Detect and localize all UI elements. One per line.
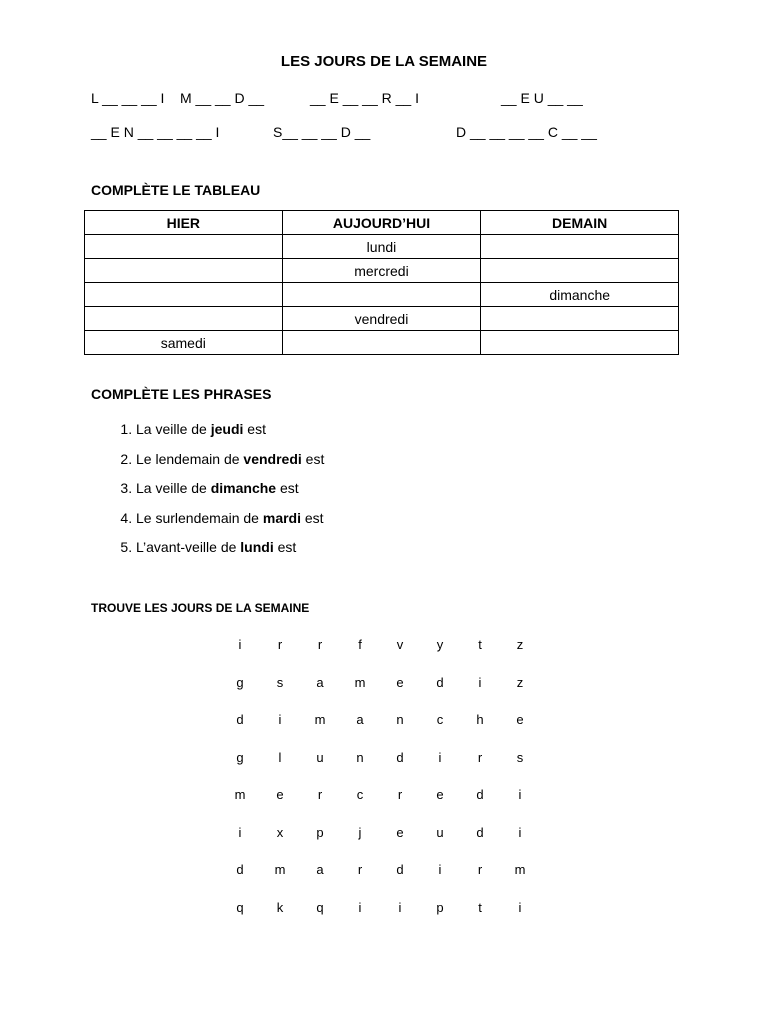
grid-letter[interactable]: m <box>354 674 366 690</box>
puzzle-word-1: L __ __ __ I M __ __ D __ <box>91 90 265 106</box>
phrase-day: lundi <box>240 539 274 555</box>
grid-letter[interactable]: s <box>276 674 284 690</box>
grid-letter[interactable]: c <box>436 712 444 727</box>
grid-letter[interactable]: i <box>518 787 522 802</box>
table-row <box>85 259 679 283</box>
grid-letter[interactable]: v <box>396 637 404 652</box>
grid-letter[interactable]: r <box>357 862 363 877</box>
grid-letter[interactable]: d <box>436 674 444 690</box>
table-cell[interactable] <box>481 259 679 283</box>
puzzle-word-3: __ E U __ __ <box>501 90 583 106</box>
grid-row <box>220 900 540 938</box>
days-table <box>84 210 679 355</box>
header-aujourdhui: AUJOURD’HUI <box>282 211 481 235</box>
grid-letter[interactable]: q <box>316 899 324 915</box>
grid-letter[interactable]: e <box>276 787 284 802</box>
grid-letter[interactable]: c <box>356 787 364 802</box>
header-hier: HIER <box>85 211 283 235</box>
grid-letter[interactable]: i <box>478 674 482 690</box>
grid-letter[interactable]: i <box>518 899 522 915</box>
grid-letter[interactable]: m <box>514 862 526 877</box>
grid-letter[interactable]: d <box>236 862 244 877</box>
list-item <box>136 478 324 508</box>
table-cell[interactable]: samedi <box>85 331 283 355</box>
puzzle-word-4: __ E N __ __ __ __ I <box>91 124 220 140</box>
phrase-text: La veille de <box>136 480 211 496</box>
table-cell[interactable] <box>85 283 283 307</box>
grid-letter[interactable]: u <box>316 749 324 765</box>
grid-letter[interactable]: p <box>436 899 444 915</box>
grid-letter[interactable]: e <box>396 674 404 690</box>
phrase-day: mardi <box>262 509 301 526</box>
grid-row <box>220 787 540 825</box>
table-row <box>85 331 679 355</box>
table-cell[interactable] <box>481 307 679 331</box>
phrase-text: L’avant-veille de <box>136 539 241 555</box>
grid-letter[interactable]: m <box>274 862 286 877</box>
grid-letter[interactable]: e <box>516 712 524 727</box>
grid-letter[interactable]: r <box>317 637 323 652</box>
table-cell[interactable] <box>85 259 283 283</box>
grid-row <box>220 862 540 900</box>
phrase-text: Le surlendemain de <box>136 509 263 526</box>
table-cell[interactable] <box>85 307 283 331</box>
grid-letter[interactable]: e <box>396 824 404 840</box>
grid-letter[interactable]: d <box>236 712 244 727</box>
phrase-text: est <box>301 450 325 467</box>
grid-letter[interactable]: r <box>477 862 483 877</box>
phrases-list <box>100 419 324 567</box>
list-item <box>136 537 324 567</box>
grid-letter[interactable]: i <box>238 637 242 652</box>
grid-letter[interactable]: t <box>478 899 482 915</box>
grid-letter[interactable]: t <box>478 637 482 652</box>
grid-letter[interactable]: p <box>316 824 324 840</box>
grid-letter[interactable]: d <box>396 862 404 877</box>
table-row <box>85 307 679 331</box>
puzzle-word-2: __ E __ __ R __ I <box>310 90 419 106</box>
grid-letter[interactable]: s <box>516 749 524 765</box>
grid-letter[interactable]: n <box>356 749 364 765</box>
phrase-text: La veille de <box>136 421 211 437</box>
table-cell[interactable] <box>481 331 679 355</box>
header-demain: DEMAIN <box>481 211 679 235</box>
grid-letter[interactable]: g <box>236 674 244 690</box>
grid-letter[interactable]: k <box>276 899 284 915</box>
grid-letter[interactable]: i <box>438 862 442 877</box>
phrase-text: est <box>273 539 297 555</box>
table-cell[interactable] <box>282 283 481 307</box>
grid-letter[interactable]: d <box>476 824 484 840</box>
grid-letter[interactable]: z <box>516 637 524 652</box>
table-cell[interactable]: lundi <box>282 235 481 259</box>
grid-letter[interactable]: j <box>358 824 362 840</box>
grid-letter[interactable]: y <box>436 637 444 652</box>
grid-letter[interactable]: l <box>278 749 282 765</box>
grid-letter[interactable]: q <box>236 899 244 915</box>
table-cell[interactable]: vendredi <box>282 307 481 331</box>
grid-letter[interactable]: i <box>238 824 242 840</box>
phrase-day: jeudi <box>210 421 244 437</box>
grid-letter[interactable]: r <box>277 637 283 652</box>
grid-row <box>220 825 540 863</box>
grid-letter[interactable]: i <box>398 899 402 915</box>
table-cell[interactable] <box>282 331 481 355</box>
table-cell[interactable]: mercredi <box>282 259 481 283</box>
phrase-text: est <box>243 421 266 437</box>
grid-letter[interactable]: i <box>438 749 442 765</box>
section-title-word-search: TROUVE LES JOURS DE LA SEMAINE <box>91 601 310 615</box>
grid-letter[interactable]: f <box>358 637 362 652</box>
grid-letter[interactable]: n <box>396 712 404 727</box>
phrase-text: est <box>301 509 324 526</box>
phrase-day: vendredi <box>243 450 302 467</box>
grid-letter[interactable]: r <box>317 787 323 802</box>
table-row <box>85 283 679 307</box>
phrase-text: Le lendemain de <box>136 450 244 467</box>
table-cell[interactable] <box>481 235 679 259</box>
grid-letter[interactable]: x <box>276 824 284 840</box>
puzzle-word-6: D __ __ __ __ C __ __ <box>456 124 597 140</box>
phrase-day: dimanche <box>210 480 277 496</box>
grid-letter[interactable]: m <box>314 712 326 727</box>
grid-row <box>220 712 540 750</box>
table-cell[interactable] <box>85 235 283 259</box>
grid-letter[interactable]: a <box>316 862 324 877</box>
grid-letter[interactable]: u <box>436 824 444 840</box>
puzzle-word-5: S__ __ __ D __ <box>273 124 371 140</box>
list-item <box>136 449 324 479</box>
grid-letter[interactable]: z <box>516 674 524 690</box>
section-title-table: COMPLÈTE LE TABLEAU <box>91 182 261 198</box>
grid-letter[interactable]: r <box>397 787 403 802</box>
grid-letter[interactable]: d <box>476 787 484 802</box>
list-item <box>136 508 324 538</box>
section-title-phrases: COMPLÈTE LES PHRASES <box>91 386 272 402</box>
table-cell[interactable]: dimanche <box>481 283 679 307</box>
grid-row <box>220 750 540 788</box>
list-item <box>136 419 324 449</box>
grid-letter[interactable]: i <box>278 712 282 727</box>
worksheet-title: LES JOURS DE LA SEMAINE <box>280 53 488 70</box>
grid-letter[interactable]: a <box>356 712 364 727</box>
grid-letter[interactable]: g <box>236 749 244 765</box>
table-row <box>85 235 679 259</box>
table-header-row <box>85 211 679 235</box>
grid-letter[interactable]: m <box>234 787 246 802</box>
grid-letter[interactable]: e <box>436 787 444 802</box>
grid-letter[interactable]: h <box>476 712 484 727</box>
grid-letter[interactable]: r <box>477 749 483 765</box>
grid-letter[interactable]: a <box>316 674 324 690</box>
grid-letter[interactable]: i <box>518 824 522 840</box>
grid-letter[interactable]: d <box>396 749 404 765</box>
phrase-text: est <box>276 480 299 496</box>
grid-letter[interactable]: i <box>358 899 362 915</box>
grid-row <box>220 675 540 713</box>
word-search-grid <box>220 637 540 937</box>
grid-row <box>220 637 540 675</box>
